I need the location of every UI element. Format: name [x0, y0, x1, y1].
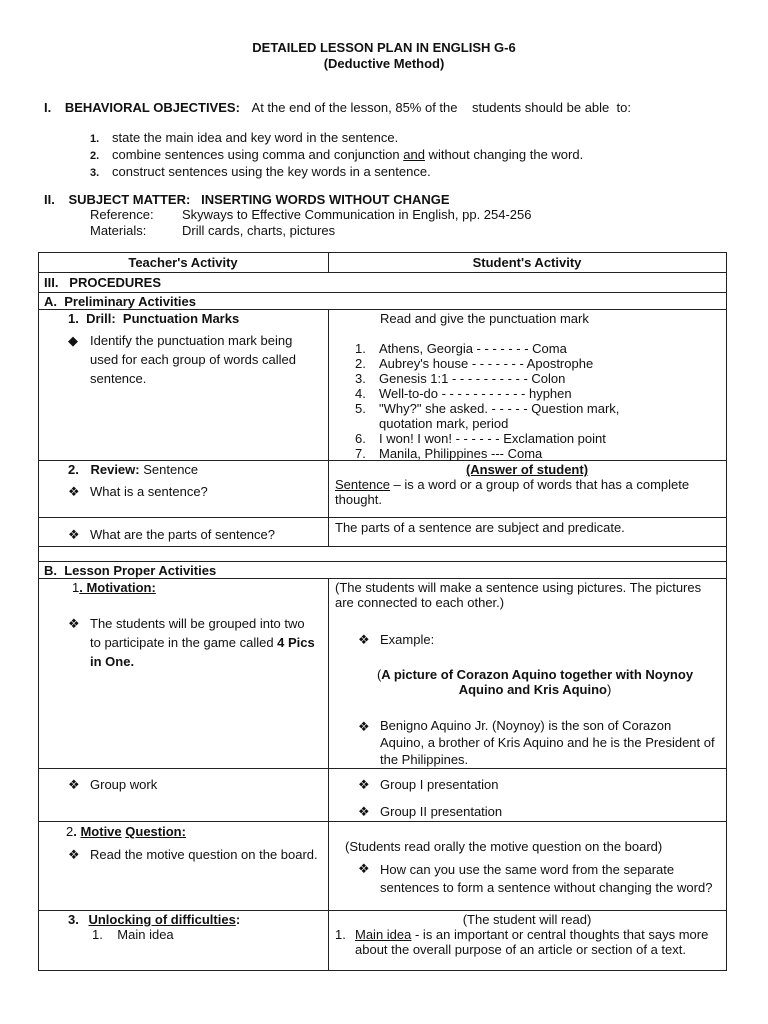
list-item: 3. Genesis 1:1 - - - - - - - - - - Colon [355, 371, 566, 386]
objectives-label: BEHAVIORAL OBJECTIVES: [64, 100, 240, 115]
unlocking-title: 3. Unlocking of difficulties: [68, 912, 241, 927]
col-student-header: Student's Activity [472, 255, 582, 270]
reference-row: Reference: Skyways to Effective Communication in English, pp. 254-256 [90, 207, 532, 222]
clover-bullet-icon: ❖ [68, 616, 80, 631]
parts-answer: The parts of a sentence are subject and predicate. [335, 520, 625, 535]
clover-bullet-icon: ❖ [68, 484, 80, 499]
objectives-numeral: I. [44, 100, 52, 115]
clover-bullet-icon: ❖ [358, 632, 370, 647]
materials-row: Materials: Drill cards, charts, pictures [90, 223, 336, 238]
drill-answers [355, 341, 619, 461]
picture-description: (A picture of Corazon Aquino together with Noynoy Aquino and Kris Aquino) [376, 667, 694, 697]
clover-bullet-icon: ❖ [358, 719, 370, 734]
document-title: DETAILED LESSON PLAN IN ENGLISH G-6 [252, 40, 516, 55]
diamond-bullet-icon: ◆ [68, 333, 78, 348]
motive-student: (Students read orally the motive question on the board) [345, 839, 663, 854]
subject-heading: II. SUBJECT MATTER: INSERTING WORDS WITHOUT CHANGE [44, 192, 450, 207]
list-item: quotation mark, period [379, 416, 509, 431]
unlocking-item: 1. Main idea [92, 927, 174, 942]
clover-bullet-icon: ❖ [358, 804, 370, 819]
drill-student-intro: Read and give the punctuation mark [380, 311, 589, 326]
clover-bullet-icon: ❖ [358, 777, 370, 792]
clover-bullet-icon: ❖ [358, 861, 370, 876]
objective-item: 1. state the main idea and key word in the sentence. [90, 130, 399, 145]
motivation-instruction: ❖ The students will be grouped into two to participate in the game called 4 Pics in One. [68, 616, 315, 669]
group-work: ❖ Group work [68, 777, 158, 792]
main-idea-definition: 1. Main idea - is an important or central thoughts that says more about the overall purpose of an article or section of a text. [335, 927, 709, 957]
objectives-intro: At the end of the lesson, 85% of the students should be able to: [251, 100, 631, 115]
unlocking-student: (The student will read) [462, 912, 592, 927]
benigno-statement: ❖ Benigno Aquino Jr. (Noynoy) is the son of Corazon Aquino, a brother of Kris Aquino and he is the President of the Philippines. [358, 718, 715, 767]
list-item: 2. Aubrey's house - - - - - - - Apostrophe [355, 356, 594, 371]
subject-details [90, 207, 532, 239]
list-item: 6. I won! I won! - - - - - - Exclamation point [355, 431, 606, 446]
motive-instruction: ❖ Read the motive question on the board. [68, 847, 318, 862]
clover-bullet-icon: ❖ [68, 777, 80, 792]
review-title: 2. Review: Sentence [68, 462, 199, 477]
objective-item: 2. combine sentences using comma and conjunction and without changing the word. [90, 147, 584, 162]
list-item: 5. "Why?" she asked. - - - - - Question mark, [355, 401, 620, 416]
objective-item: 3. construct sentences using the key words in a sentence. [90, 164, 431, 179]
objectives-heading [44, 100, 631, 115]
list-item: 4. Well-to-do - - - - - - - - - - - hyphen [355, 386, 572, 401]
example-label: ❖ Example: [358, 632, 435, 647]
motivation-student: (The students will make a sentence using pictures. The pictures are connected to each other.) [335, 580, 702, 610]
list-item: 7. Manila, Philippines --- Coma [355, 446, 543, 461]
lesson-proper-heading: B. Lesson Proper Activities [44, 563, 217, 578]
drill-title: 1. Drill: Punctuation Marks [68, 311, 240, 326]
answer-header: (Answer of student) [465, 462, 589, 477]
clover-bullet-icon: ❖ [68, 527, 80, 542]
group-2: ❖ Group II presentation [358, 804, 503, 819]
procedures-heading: III. PROCEDURES [44, 275, 162, 290]
review-question-2: ❖ What are the parts of sentence? [68, 527, 275, 542]
clover-bullet-icon: ❖ [68, 847, 80, 862]
group-1: ❖ Group I presentation [358, 777, 499, 792]
drill-instruction: ◆ Identify the punctuation mark being used for each group of words called sentence. [68, 333, 296, 386]
motive-title: 2. Motive Question: [66, 824, 186, 839]
document-subtitle: (Deductive Method) [323, 56, 445, 71]
review-question-1: ❖ What is a sentence? [68, 484, 208, 499]
col-teacher-header: Teacher's Activity [128, 255, 238, 270]
preliminary-heading: A. Preliminary Activities [44, 294, 196, 309]
motivation-title: 1. Motivation: [72, 580, 156, 595]
list-item: 1. Athens, Georgia - - - - - - - Coma [355, 341, 567, 356]
motive-question: ❖ How can you use the same word from the separate sentences to form a sentence without changing the word? [358, 861, 713, 895]
sentence-definition: Sentence – is a word or a group of words that has a complete thought. [335, 477, 690, 507]
objectives-list [90, 130, 583, 181]
